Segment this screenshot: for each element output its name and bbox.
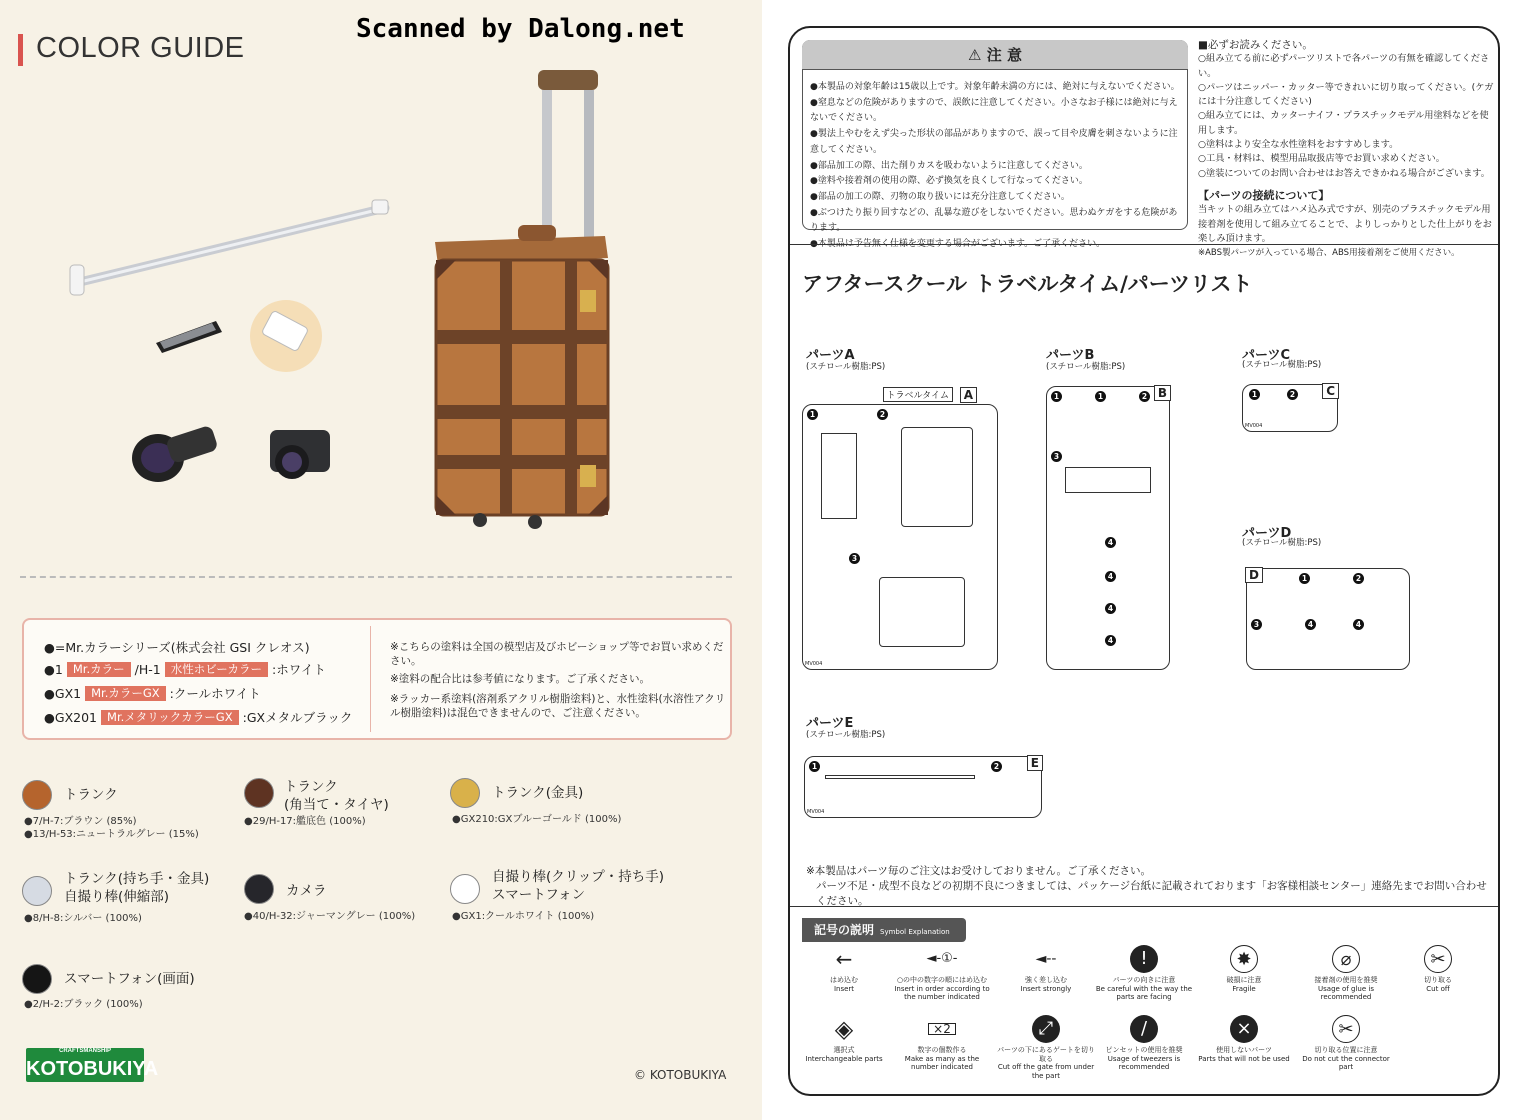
color-swatch — [244, 874, 274, 904]
part-number: 1 — [1051, 391, 1062, 402]
connection-text: 当キットの組み立てはハメ込み式ですが、別売のプラスチックモデル用接着剤を使用して組み立てることで、よりしっかりとした仕上がりをお楽しみ頂けます。 — [1198, 204, 1492, 244]
symbol-fragile — [1194, 942, 1294, 993]
swatch-name: トランク(金具) — [492, 785, 584, 801]
part-number: 2 — [1139, 391, 1150, 402]
caution-item: ●本製品の対象年齢は15歳以上です。対象年齢未満の方には、絶対に与えないでください。 — [810, 82, 1180, 92]
symbol-en: Be careful with the way the parts are facing — [1095, 984, 1193, 1001]
caution-item: ●窒息などの危険がありますので、誤飲に注意してください。小さなお子様には絶対に与えないでください。 — [810, 97, 1178, 124]
part-number: 1 — [1249, 389, 1260, 400]
symbol-jp: 接着剤の使用を推奨 — [1314, 976, 1378, 984]
icon-wrap — [1296, 1012, 1396, 1046]
connection-title: 【パーツの接続について】 — [1198, 188, 1330, 202]
color-swatch — [22, 876, 52, 906]
symbol-glue — [1296, 942, 1396, 1002]
symbol-en: Insert strongly — [1020, 984, 1072, 993]
symbol-separator — [790, 906, 1498, 907]
symbol-jp: 強く差し込む — [1025, 976, 1067, 984]
order-note — [806, 864, 1496, 909]
legend-note-2: ※塗料の配合比は参考値になります。ご了承ください。 — [390, 673, 650, 685]
swatch-code: ●GX1:クールホワイト (100%) — [452, 911, 595, 922]
legend-text: :ホワイト — [272, 662, 326, 677]
symbol-en: Usage of glue is recommended — [1318, 984, 1374, 1001]
icon-wrap — [1398, 942, 1478, 976]
runner-d — [1246, 568, 1410, 670]
symbol-en: Usage of tweezers is recommended — [1107, 1054, 1181, 1071]
part-d-title: パーツD — [1242, 526, 1292, 541]
symbol-cut-off — [1398, 942, 1478, 993]
part-b-title: パーツB — [1046, 348, 1095, 363]
caution-item: ●塗料や接着剤の使用の際、必ず換気を良くして行なってください。 — [810, 176, 1088, 187]
symbol-jp: パーツの下にあるゲートを切り取る — [997, 1046, 1095, 1063]
runner-b-label: B — [1154, 385, 1171, 401]
part-number: 3 — [1051, 451, 1062, 462]
symbol-en: Parts that will not be used — [1198, 1054, 1290, 1063]
connector-scissors-icon: ✂ — [1332, 1015, 1360, 1043]
runner-code: MV004 — [805, 661, 823, 667]
symbol-insert — [794, 942, 894, 993]
part-e-material: (スチロール樹脂:PS) — [806, 730, 886, 740]
caution-item: ●部品加工の際、出た削りカスを吸わないように注意してください。 — [810, 160, 1088, 171]
caution-title: 注 意 — [986, 46, 1022, 64]
symbol-tweezers — [1094, 1012, 1194, 1072]
symbol-jp: はめ込む — [830, 976, 858, 984]
swatch-name: 自撮り棒(クリップ・持ち手) スマートフォン — [492, 869, 664, 903]
part-a-title: パーツA — [806, 348, 855, 363]
symbols-subtitle: Symbol Explanation — [880, 928, 950, 936]
caution-header — [802, 40, 1188, 70]
caution-item: ●製法上やむをえず尖った形状の部品がありますので、誤って目や皮膚を刺さないように注意してください。 — [810, 129, 1178, 155]
part-number: 2 — [1353, 573, 1364, 584]
part-number: 3 — [1251, 619, 1262, 630]
insert-order-icon: ◄-①- — [926, 950, 958, 966]
mr-color-tag: Mr.カラー — [67, 662, 131, 677]
icon-wrap — [1296, 942, 1396, 976]
symbol-en: Make as many as the number indicated — [904, 1054, 980, 1071]
scan-credit: Scanned by Dalong.net — [356, 14, 685, 44]
order-note-2: パーツ不足・成型不良などの初期不良につきましては、パッケージ台紙に記載されております「お客様相談センター」連絡先までお問い合わせください。 — [816, 880, 1487, 907]
part-a2-shape — [901, 427, 973, 527]
symbol-insert-strongly — [996, 942, 1096, 993]
legend-divider — [370, 626, 371, 732]
glue-icon: ⌀ — [1332, 945, 1360, 973]
symbol-insert-order — [892, 942, 992, 1002]
symbol-jp: 選択式 — [833, 1046, 855, 1054]
runner-e — [804, 756, 1042, 818]
part-number: 4 — [1105, 537, 1116, 548]
part-a3-shape — [879, 577, 965, 647]
logo-text: KOTOBUKIYA — [26, 1058, 159, 1080]
part-c-material: (スチロール樹脂:PS) — [1242, 360, 1322, 370]
swatch-code: ●2/H-2:ブラック (100%) — [24, 999, 143, 1010]
runner-code: MV004 — [1245, 423, 1263, 429]
must-read-item: ○塗装についてのお問い合わせはお答えできかねる場合がございます。 — [1198, 167, 1490, 179]
symbol-en: Insert in order according to the number indicated — [894, 984, 990, 1001]
metallic-color-gx-tag: Mr.メタリックカラーGX — [101, 710, 239, 725]
legend-row-1 — [44, 660, 326, 678]
part-number: 3 — [849, 553, 860, 564]
icon-wrap — [1194, 942, 1294, 976]
legend-dot: ●= — [44, 639, 66, 655]
runner-d-label: D — [1245, 567, 1263, 583]
runner-c — [1242, 384, 1338, 432]
part-e-title: パーツE — [806, 716, 854, 731]
part-number: 1 — [1095, 391, 1106, 402]
legend-row-gx1 — [44, 684, 261, 702]
caution-list — [810, 80, 1184, 253]
part-number: 4 — [1353, 619, 1364, 630]
interchangeable-icon: ◈ — [834, 1014, 854, 1043]
phone-screen-image — [156, 321, 222, 353]
color-swatch — [450, 874, 480, 904]
logo-tagline: CRAFTSMANSHIP — [59, 1048, 111, 1054]
legend-dot: ●1 — [44, 661, 63, 677]
camera-image — [270, 430, 330, 479]
times-two-icon: ×2 — [928, 1023, 956, 1036]
product-photo — [60, 60, 660, 540]
suitcase-image — [435, 225, 608, 529]
legend-note-3: ※ラッカー系塗料(溶剤系アクリル樹脂塗料)と、水性塗料(水溶性アクリル樹脂塗料)は混色できませんので、ご注意ください。 — [390, 693, 726, 719]
part-e1-shape — [825, 775, 975, 779]
insert-strongly-icon: ◄-- — [1035, 950, 1057, 967]
swatch-code: ●40/H-32:ジャーマングレー (100%) — [244, 911, 416, 922]
part-number: 2 — [991, 761, 1002, 772]
caution-item: ●ぶつけたり振り回すなどの、乱暴な遊びをしないでください。思わぬケガをする危険があります。 — [810, 207, 1178, 234]
legend-dot: ●GX1 — [44, 685, 82, 701]
icon-wrap — [892, 1012, 992, 1046]
mr-color-gx-tag: Mr.カラーGX — [85, 686, 166, 701]
swatch-name: カメラ — [286, 883, 327, 899]
runner-code: MV004 — [807, 809, 825, 815]
symbol-en: Interchangeable parts — [805, 1054, 883, 1063]
part-number: 1 — [807, 409, 818, 420]
part-b3-shape — [1065, 467, 1151, 493]
symbol-en: Fragile — [1232, 984, 1256, 993]
icon-wrap — [1094, 942, 1194, 976]
symbol-jp: ○の中の数字の順にはめ込む — [896, 976, 988, 984]
must-read-item: ○組み立てる前に必ずパーツリストで各パーツの有無を確認してください。 — [1198, 53, 1490, 79]
runner-a-tag: トラベルタイム — [883, 387, 953, 402]
order-note-1: ※本製品はパーツ毎のご注文はお受けしておりません。ご了承ください。 — [806, 865, 1152, 877]
legend-text: /H-1 — [134, 661, 161, 677]
runner-a — [802, 388, 998, 670]
symbol-unused — [1194, 1012, 1294, 1063]
swatch-name: トランク — [64, 787, 118, 803]
warning-icon: ⚠ — [968, 46, 987, 64]
tweezers-icon: / — [1130, 1015, 1158, 1043]
legend-note-1: ※こちらの塗料は全国の模型店及びホビーショップ等でお買い求めください。 — [390, 641, 724, 667]
symbol-jp: パーツの向きに注意 — [1112, 976, 1176, 984]
part-b-material: (スチロール樹脂:PS) — [1046, 362, 1126, 372]
symbol-make-count — [892, 1012, 992, 1072]
scissors-icon: ✂ — [1424, 945, 1452, 973]
must-read-section — [1198, 38, 1494, 260]
kotobukiya-logo — [26, 1048, 159, 1082]
part-number: 4 — [1105, 603, 1116, 614]
must-read-item: ○工具・材料は、模型用品取扱店等でお買い求めください。 — [1198, 153, 1445, 165]
abs-note: ※ABS製パーツが入っている場合、ABS用接着剤をご使用ください。 — [1198, 248, 1460, 259]
symbol-facing — [1094, 942, 1194, 1002]
icon-wrap — [1194, 1012, 1294, 1046]
part-number: 2 — [1287, 389, 1298, 400]
swatch-code: ●8/H-8:シルバー (100%) — [24, 913, 142, 924]
part-number: 2 — [877, 409, 888, 420]
section-separator — [790, 244, 1498, 245]
caution-item: ●部品の加工の際、刃物の取り扱いには充分注意してください。 — [810, 191, 1070, 202]
insert-arrow-icon: ← — [835, 946, 853, 971]
runner-a-label: A — [960, 387, 977, 403]
swatch-name: スマートフォン(画面) — [64, 971, 195, 987]
symbol-en: Do not cut the connector part — [1302, 1054, 1390, 1071]
lens-camera-image — [132, 425, 219, 482]
must-read-item: ○塗料はより安全な水性塗料をおすすめします。 — [1198, 139, 1399, 151]
part-number: 1 — [809, 761, 820, 772]
unused-parts-icon: × — [1230, 1015, 1258, 1043]
symbol-jp: 使用しないパーツ — [1216, 1046, 1272, 1054]
part-c-title: パーツC — [1242, 348, 1291, 363]
copyright: © KOTOBUKIYA — [634, 1068, 727, 1082]
gate-cut-icon: ⤢ — [1032, 1015, 1060, 1043]
legend-dot: ●GX201 — [44, 709, 98, 725]
paint-legend-box — [22, 618, 732, 740]
parts-list-page — [762, 0, 1524, 1120]
must-read-item: ○組み立てには、カッターナイフ・プラスチックモデル用塗料などを使用します。 — [1198, 110, 1489, 136]
legend-row-gx201 — [44, 708, 352, 726]
swatch-name: トランク (角当て・タイヤ) — [284, 779, 389, 813]
runner-e-label: E — [1027, 755, 1043, 771]
symbol-jp: ピンセットの使用を推奨 — [1105, 1046, 1183, 1054]
symbols-header — [802, 918, 966, 942]
page-title: COLOR GUIDE — [36, 32, 245, 64]
swatch-code: ●GX210:GXブルーゴールド (100%) — [452, 814, 622, 825]
legend-row-series — [44, 638, 310, 656]
part-number: 4 — [1105, 635, 1116, 646]
phone-image — [250, 300, 322, 372]
symbols-title: 記号の説明 — [814, 923, 875, 937]
exclamation-icon: ! — [1130, 945, 1158, 973]
symbol-en: Cut off the gate from under the part — [997, 1063, 1095, 1080]
title-accent-bar — [18, 34, 23, 66]
symbol-jp: 切り取る — [1424, 976, 1452, 984]
color-swatch — [450, 778, 480, 808]
must-read-title: ■必ずお読みください。 — [1198, 39, 1313, 51]
part-a1-shape — [821, 433, 857, 519]
color-swatch — [244, 778, 274, 808]
section-divider — [20, 576, 732, 578]
symbol-en: Insert — [833, 984, 855, 993]
part-number: 1 — [1299, 573, 1310, 584]
legend-text: :GXメタルブラック — [242, 710, 353, 725]
legend-text: :クールホワイト — [169, 686, 261, 701]
icon-wrap — [996, 1012, 1096, 1046]
fragile-icon: ✸ — [1230, 945, 1258, 973]
caution-item: ●本製品は予告無く仕様を変更する場合がございます。ご了承ください。 — [810, 239, 1106, 250]
part-number: 4 — [1305, 619, 1316, 630]
symbol-connector — [1296, 1012, 1396, 1072]
part-a-material: (スチロール樹脂:PS) — [806, 362, 886, 372]
parts-list-title: アフタースクール トラベルタイム/パーツリスト — [802, 272, 1253, 296]
symbol-en: Cut off — [1426, 984, 1450, 993]
runner-c-label: C — [1322, 383, 1339, 399]
swatch-code: ●7/H-7:ブラウン (85%) ●13/H-53:ニュートラルグレー (15%) — [24, 816, 199, 840]
aqueous-color-tag: 水性ホビーカラー — [165, 662, 268, 677]
color-swatch — [22, 964, 52, 994]
symbol-cut-gate — [996, 1012, 1096, 1080]
part-d-material: (スチロール樹脂:PS) — [1242, 538, 1322, 548]
icon-wrap — [1094, 1012, 1194, 1046]
symbol-jp: 数字の個数作る — [917, 1046, 967, 1054]
legend-text: Mr.カラーシリーズ(株式会社 GSI クレオス) — [65, 640, 310, 655]
color-swatch — [22, 780, 52, 810]
symbol-interchangeable — [794, 1012, 894, 1063]
symbol-jp: 切り取る位置に注意 — [1314, 1046, 1378, 1054]
swatch-code: ●29/H-17:艦底色 (100%) — [244, 816, 366, 827]
selfie-stick-image — [70, 200, 388, 295]
part-number: 4 — [1105, 571, 1116, 582]
must-read-item: ○パーツはニッパー・カッター等できれいに切り取ってください。(ケガには十分注意してください) — [1198, 81, 1494, 108]
swatch-name: トランク(持ち手・金具) 自撮り棒(伸縮部) — [64, 871, 210, 905]
runner-b — [1046, 386, 1170, 670]
symbol-jp: 破損に注意 — [1226, 976, 1262, 984]
